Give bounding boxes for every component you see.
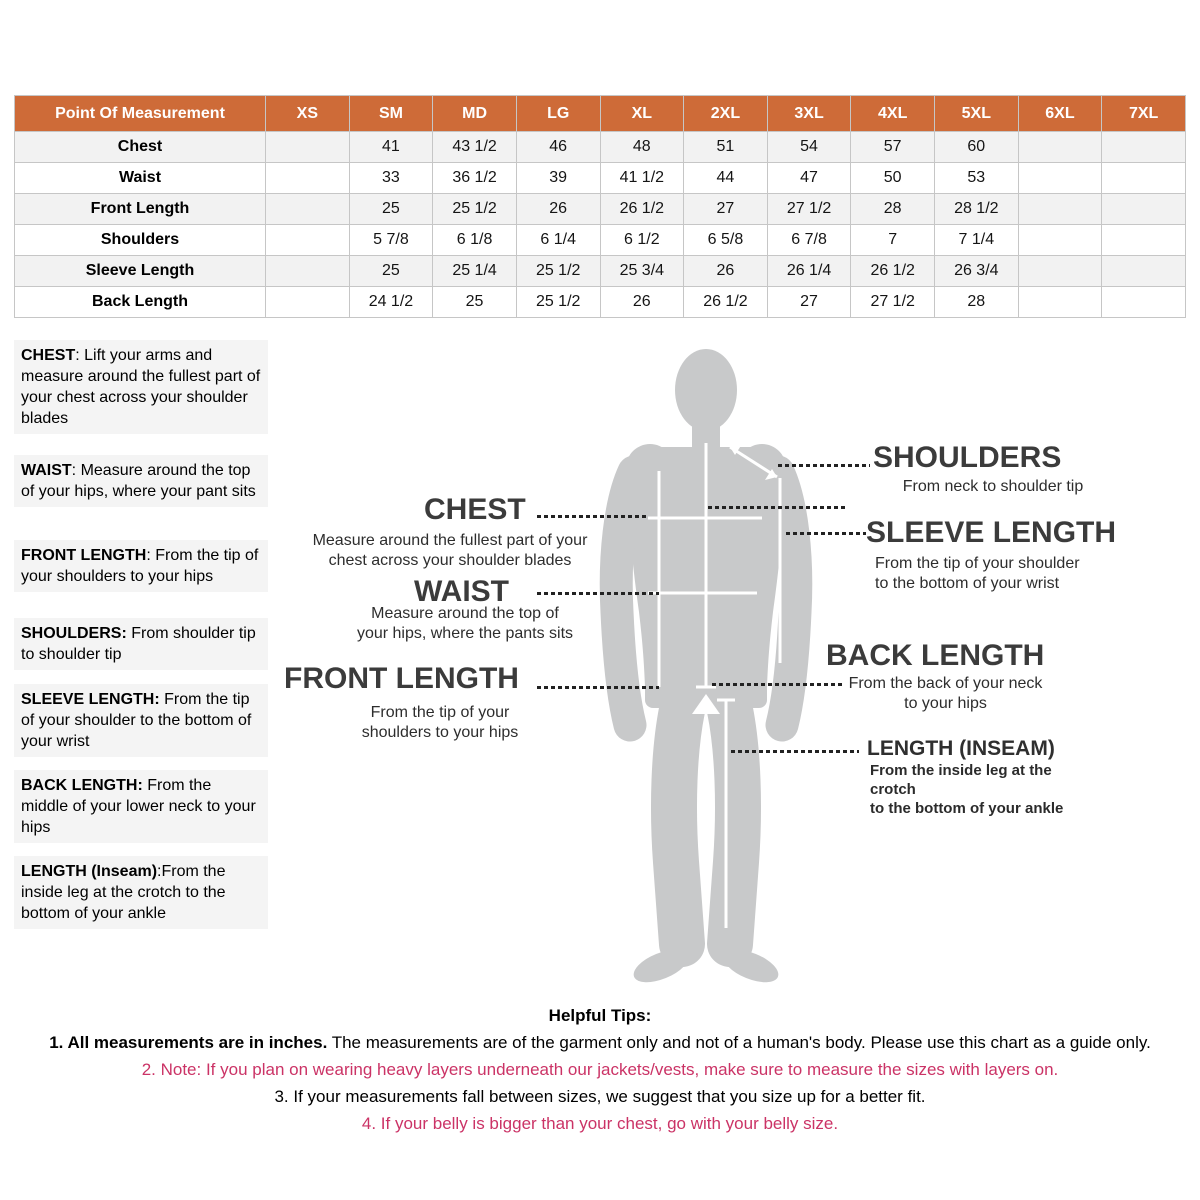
definition-term: SLEEVE LENGTH: bbox=[21, 691, 160, 708]
shoulders-connector-line bbox=[778, 464, 870, 467]
table-cell bbox=[1102, 132, 1186, 163]
table-cell: 27 1/2 bbox=[851, 287, 935, 318]
size-table bbox=[14, 95, 1186, 318]
row-label: Sleeve Length bbox=[15, 256, 266, 287]
helpful-tips-section bbox=[0, 1006, 1200, 1141]
column-header: XS bbox=[266, 96, 350, 132]
sleeve-length-connector-line bbox=[786, 532, 866, 535]
helpful-tips-heading: Helpful Tips: bbox=[548, 1006, 652, 1025]
column-header: 7XL bbox=[1102, 96, 1186, 132]
table-row bbox=[15, 132, 1186, 163]
inseam-connector-line bbox=[731, 750, 859, 753]
definition-block bbox=[14, 540, 268, 592]
definition-text: : From the tip of your shoulders to your hips bbox=[21, 547, 259, 585]
column-header: 4XL bbox=[851, 96, 935, 132]
table-cell bbox=[1102, 163, 1186, 194]
table-cell: 25 bbox=[349, 256, 433, 287]
table-cell bbox=[1102, 287, 1186, 318]
column-header: MD bbox=[433, 96, 517, 132]
definition-text: From the tip of your shoulder to the bottom of your wrist bbox=[21, 691, 252, 750]
column-header: SM bbox=[349, 96, 433, 132]
column-header: LG bbox=[516, 96, 600, 132]
definition-text: From shoulder tip to shoulder tip bbox=[21, 625, 256, 663]
table-cell: 41 1/2 bbox=[600, 163, 684, 194]
table-cell bbox=[266, 287, 350, 318]
definition-term: CHEST bbox=[21, 347, 76, 364]
definition-text: From the middle of your lower neck to your hips bbox=[21, 777, 256, 836]
helpful-tips-list bbox=[0, 1033, 1200, 1134]
tip-line: 2. Note: If you plan on wearing heavy layers underneath our jackets/vests, make sure to measure the sizes with layers on. bbox=[141, 1060, 1059, 1079]
silhouette-right-leg bbox=[730, 710, 738, 944]
front-length-label: FRONT LENGTH bbox=[284, 662, 519, 695]
silhouette-left-leg bbox=[674, 710, 682, 944]
table-cell: 28 bbox=[851, 194, 935, 225]
table-cell: 26 bbox=[600, 287, 684, 318]
table-cell bbox=[1018, 225, 1102, 256]
table-cell: 50 bbox=[851, 163, 935, 194]
shoulders-desc: From neck to shoulder tip bbox=[902, 478, 1084, 495]
tip-line: 4. If your belly is bigger than your chest, go with your belly size. bbox=[361, 1114, 839, 1133]
table-cell bbox=[1102, 225, 1186, 256]
definition-block bbox=[14, 684, 268, 757]
waist-desc: Measure around the top of your hips, where the pants sits bbox=[356, 605, 574, 642]
waist-connector-line bbox=[537, 592, 659, 595]
table-cell: 53 bbox=[935, 163, 1019, 194]
table-cell bbox=[1102, 194, 1186, 225]
table-cell: 25 1/4 bbox=[433, 256, 517, 287]
definition-block bbox=[14, 618, 268, 670]
row-label: Shoulders bbox=[15, 225, 266, 256]
table-cell: 25 1/2 bbox=[516, 256, 600, 287]
size-table-body bbox=[15, 132, 1186, 318]
table-cell bbox=[1018, 132, 1102, 163]
table-cell: 25 1/2 bbox=[516, 287, 600, 318]
table-cell: 25 bbox=[433, 287, 517, 318]
chest-desc: Measure around the fullest part of your chest across your shoulder blades bbox=[312, 532, 588, 569]
back-length-desc: From the back of your neck to your hips bbox=[848, 675, 1043, 712]
definition-block bbox=[14, 856, 268, 929]
row-label: Front Length bbox=[15, 194, 266, 225]
definition-block bbox=[14, 340, 268, 434]
table-cell: 24 1/2 bbox=[349, 287, 433, 318]
table-cell: 26 1/2 bbox=[851, 256, 935, 287]
body-silhouette bbox=[540, 342, 870, 992]
inseam-desc: From the inside leg at the crotch to the bottom of your ankle bbox=[870, 762, 1064, 817]
table-cell: 26 bbox=[684, 256, 768, 287]
table-cell: 6 1/4 bbox=[516, 225, 600, 256]
definition-term: WAIST bbox=[21, 462, 72, 479]
chest-connector-line bbox=[537, 515, 649, 518]
table-cell: 5 7/8 bbox=[349, 225, 433, 256]
table-cell: 26 3/4 bbox=[935, 256, 1019, 287]
table-cell: 54 bbox=[767, 132, 851, 163]
table-cell: 46 bbox=[516, 132, 600, 163]
column-header: Point Of Measurement bbox=[15, 96, 266, 132]
table-cell: 6 1/8 bbox=[433, 225, 517, 256]
table-cell: 47 bbox=[767, 163, 851, 194]
back-length-label: BACK LENGTH bbox=[826, 639, 1045, 672]
table-cell: 26 bbox=[516, 194, 600, 225]
table-cell bbox=[266, 256, 350, 287]
chest-label: CHEST bbox=[424, 493, 526, 526]
table-cell bbox=[266, 194, 350, 225]
table-cell: 36 1/2 bbox=[433, 163, 517, 194]
table-cell: 57 bbox=[851, 132, 935, 163]
column-header: XL bbox=[600, 96, 684, 132]
column-header: 6XL bbox=[1018, 96, 1102, 132]
table-cell: 27 bbox=[684, 194, 768, 225]
table-row bbox=[15, 287, 1186, 318]
definition-text: :From the inside leg at the crotch to the bottom of your ankle bbox=[21, 863, 226, 922]
table-cell: 27 bbox=[767, 287, 851, 318]
inseam-label: LENGTH (INSEAM) bbox=[867, 737, 1055, 760]
table-row bbox=[15, 225, 1186, 256]
table-cell: 7 bbox=[851, 225, 935, 256]
table-cell bbox=[266, 225, 350, 256]
row-label: Chest bbox=[15, 132, 266, 163]
definition-block bbox=[14, 770, 268, 843]
table-row bbox=[15, 256, 1186, 287]
table-cell: 25 1/2 bbox=[433, 194, 517, 225]
table-cell: 28 bbox=[935, 287, 1019, 318]
definition-term: LENGTH (Inseam) bbox=[21, 863, 158, 880]
back-length-connector-line bbox=[712, 683, 844, 686]
size-table-header-row bbox=[15, 96, 1186, 132]
column-header: 5XL bbox=[935, 96, 1019, 132]
definition-term: FRONT LENGTH bbox=[21, 547, 147, 564]
table-cell: 26 1/2 bbox=[600, 194, 684, 225]
table-cell: 48 bbox=[600, 132, 684, 163]
definition-text: : Lift your arms and measure around the fullest part of your chest across your shoulder blades bbox=[21, 347, 261, 427]
table-cell: 27 1/2 bbox=[767, 194, 851, 225]
definition-block bbox=[14, 455, 268, 507]
table-cell: 43 1/2 bbox=[433, 132, 517, 163]
row-label: Waist bbox=[15, 163, 266, 194]
table-cell bbox=[266, 132, 350, 163]
table-cell bbox=[1018, 163, 1102, 194]
column-header: 3XL bbox=[767, 96, 851, 132]
table-cell: 28 1/2 bbox=[935, 194, 1019, 225]
table-row bbox=[15, 194, 1186, 225]
chest-right-connector-line bbox=[708, 506, 848, 509]
table-cell: 26 1/2 bbox=[684, 287, 768, 318]
table-cell bbox=[1018, 256, 1102, 287]
table-cell: 60 bbox=[935, 132, 1019, 163]
sleeve-length-desc: From the tip of your shoulder to the bottom of your wrist bbox=[875, 555, 1080, 592]
column-header: 2XL bbox=[684, 96, 768, 132]
table-cell: 25 3/4 bbox=[600, 256, 684, 287]
table-cell: 44 bbox=[684, 163, 768, 194]
definition-text: : Measure around the top of your hips, where your pant sits bbox=[21, 462, 256, 500]
front-length-desc: From the tip of your shoulders to your hips bbox=[361, 704, 519, 741]
table-row bbox=[15, 163, 1186, 194]
table-cell: 6 5/8 bbox=[684, 225, 768, 256]
sleeve-length-label: SLEEVE LENGTH bbox=[866, 516, 1117, 549]
table-cell bbox=[1018, 287, 1102, 318]
table-cell: 7 1/4 bbox=[935, 225, 1019, 256]
table-cell: 51 bbox=[684, 132, 768, 163]
table-cell: 26 1/4 bbox=[767, 256, 851, 287]
table-cell bbox=[1102, 256, 1186, 287]
table-cell: 6 1/2 bbox=[600, 225, 684, 256]
waist-label: WAIST bbox=[414, 575, 509, 608]
front-length-connector-line bbox=[537, 686, 659, 689]
row-label: Back Length bbox=[15, 287, 266, 318]
table-cell: 25 bbox=[349, 194, 433, 225]
table-cell: 39 bbox=[516, 163, 600, 194]
definition-term: BACK LENGTH: bbox=[21, 777, 143, 794]
table-cell: 6 7/8 bbox=[767, 225, 851, 256]
table-cell: 33 bbox=[349, 163, 433, 194]
shoulders-label: SHOULDERS bbox=[873, 441, 1062, 474]
tip-line: 3. If your measurements fall between sizes, we suggest that you size up for a better fit. bbox=[274, 1087, 926, 1106]
table-cell: 41 bbox=[349, 132, 433, 163]
tip-line: 1. All measurements are in inches. The measurements are of the garment only and not of a human's body. Please use this chart as a guide only. bbox=[49, 1033, 1151, 1052]
definition-term: SHOULDERS: bbox=[21, 625, 127, 642]
table-cell bbox=[1018, 194, 1102, 225]
table-cell bbox=[266, 163, 350, 194]
